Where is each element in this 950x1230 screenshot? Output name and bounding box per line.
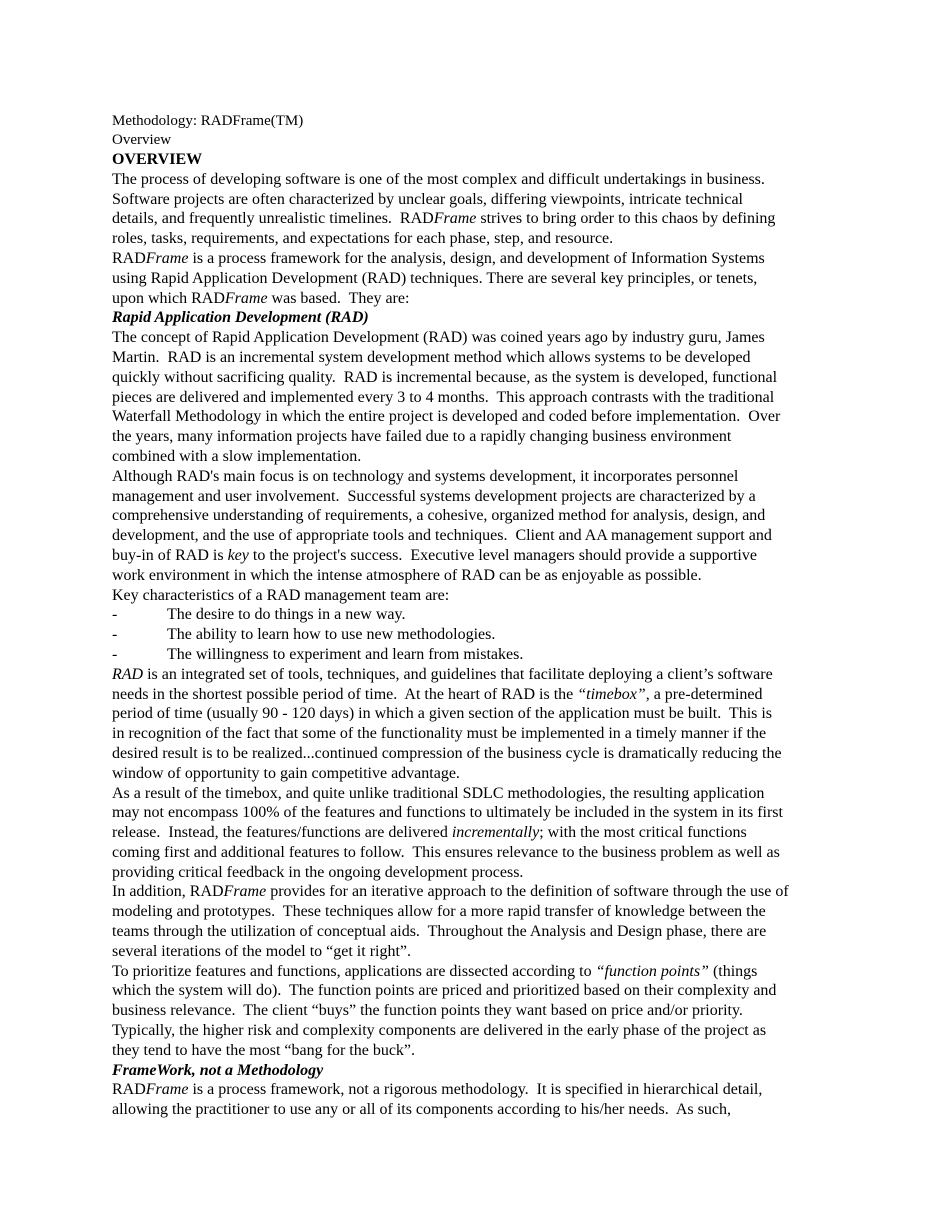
text-line: The concept of Rapid Application Development (RAD) was coined years ago by industry guru, James xyxy=(112,329,765,347)
text-line xyxy=(112,823,844,843)
text-segment: Software projects are often characterized by unclear goals, differing viewpoints, intricate technical xyxy=(112,190,743,208)
text-line xyxy=(112,269,844,289)
document-body xyxy=(112,112,844,1120)
rad-paragraph-6 xyxy=(112,962,844,1061)
text-segment: As a result of the timebox, and quite unlike traditional SDLC methodologies, the resulting application xyxy=(112,784,765,802)
text-segment: work environment in which the intense atmosphere of RAD can be as enjoyable as possible. xyxy=(112,566,702,584)
text-segment: details, and frequently unrealistic timelines. RAD xyxy=(112,210,434,228)
text-line xyxy=(112,209,844,229)
text-segment: desired result is to be realized...continued compression of the business cycle is dramatically reducing the xyxy=(112,744,782,762)
text-segment: (things xyxy=(708,962,758,980)
bullet-list xyxy=(112,605,844,664)
text-line xyxy=(112,902,844,922)
emphasis-text: Frame xyxy=(145,249,189,267)
text-segment: is a process framework, not a rigorous methodology. It is specified in hierarchical detail, xyxy=(188,1081,763,1099)
text-segment: RAD xyxy=(112,249,146,267)
bullet-marker: - xyxy=(112,645,118,663)
text-segment: strives to bring order to this chaos by defining xyxy=(476,210,776,228)
text-line xyxy=(112,190,844,210)
text-line xyxy=(112,981,844,1001)
methodology-header: Methodology: RADFrame(TM) xyxy=(112,113,304,129)
text-segment: modeling and prototypes. These techniques allow for a more rapid transfer of knowledge between the xyxy=(112,903,766,921)
text-segment: is an integrated set of tools, techniques, and guidelines that facilitate deploying a client’s software xyxy=(143,665,773,683)
section-label: Overview xyxy=(112,132,172,148)
text-line xyxy=(112,724,844,744)
list-item xyxy=(112,645,844,665)
text-line xyxy=(112,289,844,309)
text-segment: several iterations of the model to “get it right”. xyxy=(112,942,412,960)
text-segment: , a pre-determined xyxy=(645,685,763,703)
bullet-marker: - xyxy=(112,626,118,644)
text-segment: to the project's success. Executive level managers should provide a supportive xyxy=(248,546,757,564)
text-line xyxy=(112,546,844,566)
text-segment: they tend to have the most “bang for the buck”. xyxy=(112,1041,416,1059)
text-line xyxy=(112,962,844,982)
emphasis-text: RAD xyxy=(112,665,144,683)
text-line xyxy=(112,882,844,902)
text-line xyxy=(112,1100,844,1120)
text-segment: window of opportunity to gain competitive advantage. xyxy=(112,764,460,782)
text-segment: buy-in of RAD is xyxy=(112,546,228,564)
text-line xyxy=(112,249,844,269)
text-segment: roles, tasks, requirements, and expectations for each phase, step, and resource. xyxy=(112,230,614,248)
text-line xyxy=(112,704,844,724)
rad-paragraph-4 xyxy=(112,784,844,883)
text-segment: teams through the utilization of conceptual aids. Throughout the Analysis and Design phase, there are xyxy=(112,923,767,941)
emphasis-text: Frame xyxy=(223,883,267,901)
overview-heading: OVERVIEW xyxy=(112,151,203,168)
text-line xyxy=(112,685,844,705)
rad-paragraph-3 xyxy=(112,665,844,784)
text-segment: release. Instead, the features/functions are delivered xyxy=(112,824,452,842)
text-line: quickly without sacrificing quality. RAD is incremental because, as the system is developed, functional xyxy=(112,368,778,386)
text-segment: In addition, RAD xyxy=(112,883,224,901)
text-segment: Typically, the higher risk and complexity components are delivered in the early phase of the project as xyxy=(112,1022,767,1040)
list-item-text: The willingness to experiment and learn from mistakes. xyxy=(167,645,524,663)
text-segment: period of time (usually 90 - 120 days) in which a given section of the application must be built. This is xyxy=(112,705,773,723)
overview-paragraph-1 xyxy=(112,170,844,249)
text-segment: needs in the shortest possible period of time. At the heart of RAD is the xyxy=(112,685,578,703)
text-segment: which the system will do). The function points are priced and prioritized based on their complexity and xyxy=(112,982,777,1000)
list-item-text: The desire to do things in a new way. xyxy=(167,606,406,624)
text-line xyxy=(112,764,844,784)
text-line xyxy=(112,843,844,863)
text-segment: coming first and additional features to follow. This ensures relevance to the business problem as well as xyxy=(112,843,780,861)
text-line: pieces are delivered and implemented every 3 to 4 months. This approach contrasts with the traditional xyxy=(112,388,775,406)
emphasis-text: key xyxy=(227,546,249,564)
text-segment: upon which RAD xyxy=(112,289,225,307)
text-segment: ; with the most critical functions xyxy=(539,824,747,842)
text-segment: management and user involvement. Successful systems development projects are characterized by a xyxy=(112,487,756,505)
text-line xyxy=(112,566,844,586)
rad-paragraph-2 xyxy=(112,467,844,586)
list-item xyxy=(112,625,844,645)
framework-paragraph-1 xyxy=(112,1080,844,1120)
text-line xyxy=(112,784,844,804)
text-line xyxy=(112,229,844,249)
text-line xyxy=(112,1001,844,1021)
text-line xyxy=(112,506,844,526)
emphasis-text: “function points” xyxy=(595,962,709,980)
rad-heading: Rapid Application Development (RAD) xyxy=(112,309,369,327)
bullet-marker: - xyxy=(112,606,118,624)
emphasis-text: Frame xyxy=(145,1081,189,1099)
text-segment: in recognition of the fact that some of the functionality must be implemented in a timely manner if the xyxy=(112,725,767,743)
text-segment: using Rapid Application Development (RAD) techniques. There are several key principles, or tenets, xyxy=(112,269,758,287)
text-line xyxy=(112,942,844,962)
text-line xyxy=(112,922,844,942)
text-line xyxy=(112,1041,844,1061)
list-item xyxy=(112,605,844,625)
emphasis-text: “timebox” xyxy=(577,685,646,703)
text-segment: The process of developing software is one of the most complex and difficult undertakings in business. xyxy=(112,170,765,188)
text-segment: comprehensive understanding of requirements, a cohesive, organized method for analysis, design, and xyxy=(112,507,766,525)
text-segment: allowing the practitioner to use any or all of its components according to his/her needs. As such, xyxy=(112,1101,731,1119)
key-characteristics-intro: Key characteristics of a RAD management team are: xyxy=(112,586,450,604)
text-segment: RAD xyxy=(112,1081,146,1099)
text-line: Waterfall Methodology in which the entire project is developed and coded before implementation. Over xyxy=(112,408,781,426)
emphasis-text: Frame xyxy=(433,210,477,228)
text-line: the years, many information projects have failed due to a rapidly changing business environment xyxy=(112,428,732,446)
text-segment: may not encompass 100% of the features and functions to ultimately be included in the system in its first xyxy=(112,804,783,822)
text-line xyxy=(112,1080,844,1100)
overview-paragraph-2 xyxy=(112,249,844,308)
emphasis-text: Frame xyxy=(224,289,268,307)
text-line: combined with a slow implementation. xyxy=(112,447,362,465)
text-segment: development, and the use of appropriate tools and techniques. Client and AA management support and xyxy=(112,527,772,545)
list-item-text: The ability to learn how to use new methodologies. xyxy=(167,626,496,644)
text-line xyxy=(112,803,844,823)
text-segment: business relevance. The client “buys” the function points they want based on price and/or priority. xyxy=(112,1002,743,1020)
text-segment: providing critical feedback in the ongoing development process. xyxy=(112,863,524,881)
text-line xyxy=(112,1021,844,1041)
text-line xyxy=(112,487,844,507)
text-line xyxy=(112,744,844,764)
text-segment: To prioritize features and functions, applications are dissected according to xyxy=(112,962,596,980)
emphasis-text: incrementally xyxy=(451,824,540,842)
text-line: Martin. RAD is an incremental system development method which allows systems to be developed xyxy=(112,348,751,366)
text-segment: provides for an iterative approach to the definition of software through the use of xyxy=(266,883,789,901)
text-segment: is a process framework for the analysis, design, and development of Information Systems xyxy=(188,249,765,267)
text-line xyxy=(112,467,844,487)
text-line xyxy=(112,526,844,546)
text-line xyxy=(112,170,844,190)
rad-paragraph-1 xyxy=(112,328,844,467)
text-line xyxy=(112,863,844,883)
framework-heading: FrameWork, not a Methodology xyxy=(112,1061,324,1079)
text-segment: Although RAD's main focus is on technology and systems development, it incorporates personnel xyxy=(112,467,739,485)
text-segment: was based. They are: xyxy=(267,289,410,307)
text-line xyxy=(112,665,844,685)
rad-paragraph-5 xyxy=(112,882,844,961)
